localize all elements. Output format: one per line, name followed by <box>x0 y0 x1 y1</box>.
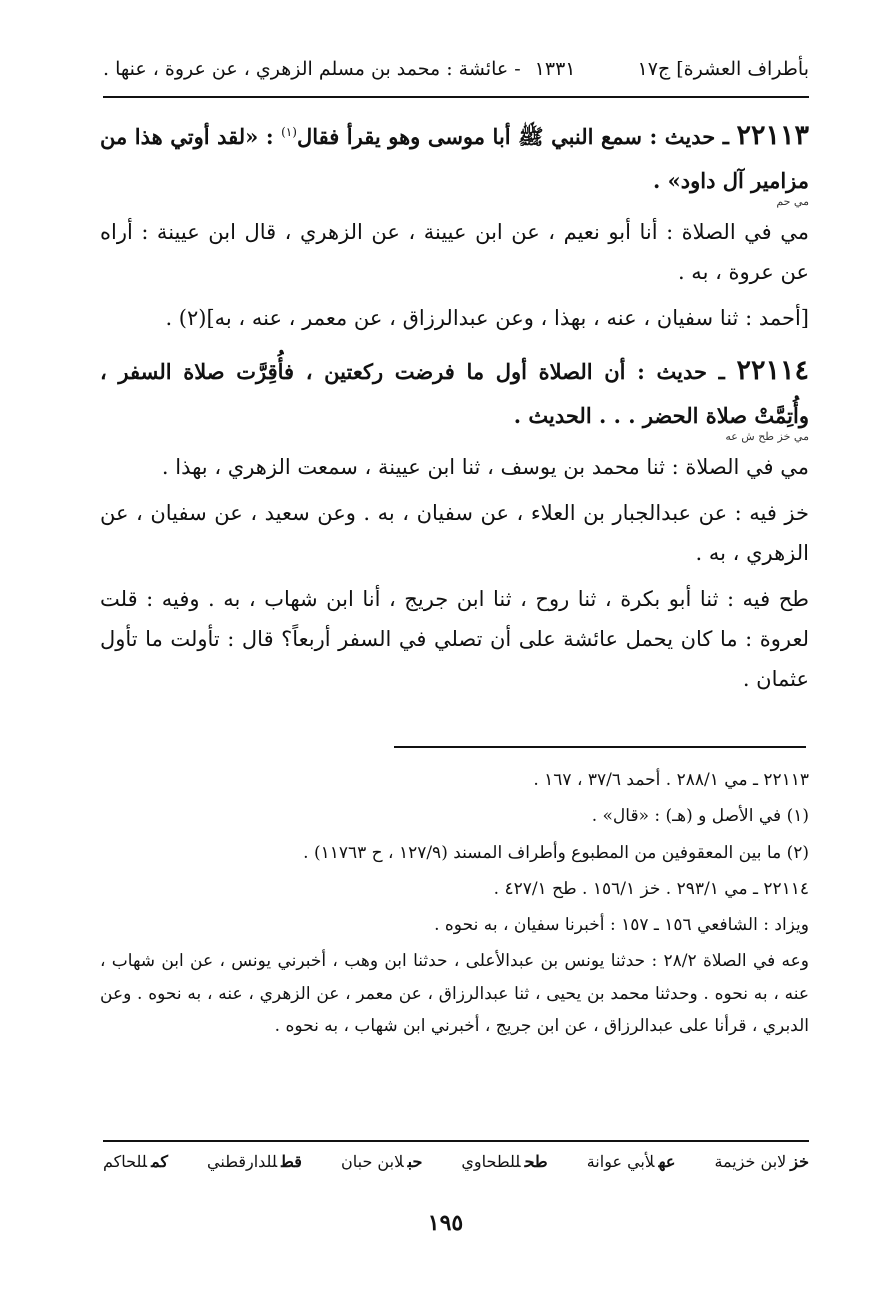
footnote: (١) في الأصل و (هـ) : «قال» . <box>591 806 809 827</box>
isnad-line: خز فيه : عن عبدالجبار بن العلاء ، عن سفيان ، به . وعن سعيد ، عن سفيان ، عن الزهري ، به . <box>100 500 809 565</box>
abbreviation-code: قط <box>281 1152 302 1171</box>
footnote: ٢٢١١٣ ـ مي ٢٨٨/١ . أحمد ٣٧/٦ ، ١٦٧ . <box>533 770 809 790</box>
abbreviation-code: طح <box>524 1152 548 1171</box>
footnote: ويزاد : الشافعي ١٥٦ ـ ١٥٧ : أخبرنا سفيان ، به نحوه . <box>434 915 809 936</box>
footnote: وعه في الصلاة ٢٨/٢ : حدثنا يونس بن عبدالأعلى ، حدثنا ابن وهب ، أخبرني يونس ، عن ابن شهاب ، عنه ، به نحوه . وحدثنا محمد بن يحيى ، ثنا عبدالرزاق ، عن معمر ، عن الزهري ، عنه ، به نحوه . وعن الدبري ، قرأنا على عبدالرزاق ، عن ابن جريج ، أخبرني ابن شهاب ، به نحوه . <box>100 951 810 1037</box>
header-entry-group <box>103 58 576 80</box>
footnote: (٢) ما بين المعقوفين من المطبوع وأطراف المسند (١٢٧/٩ ، ح ١١٧٦٣) . <box>303 842 809 863</box>
hadith-heading <box>100 110 809 207</box>
isnad-line: طح فيه : ثنا أبو بكرة ، ثنا روح ، ثنا ابن جريج ، أنا ابن شهاب ، به . وفيه : قلت لعروة : ما كان يحمل عائشة على أن تصلي في السفر أربعاً؟ قال : تأولت ما تأول عثمان . <box>100 586 809 691</box>
abbreviation-item <box>103 1152 168 1180</box>
footnote-separator <box>394 746 806 748</box>
hadith-matn: أن الصلاة أول ما فرضت ركعتين ، فأُقِرَّت صلاة السفر ، وأُتِمَّتْ صلاة الحضر . . . الحديث . <box>100 358 809 429</box>
abbreviation-name: للطحاوي <box>461 1152 521 1171</box>
abbreviation-item <box>714 1152 809 1180</box>
abbreviation-name: لابن حبان <box>341 1152 404 1171</box>
header-book-title-group <box>638 58 809 80</box>
abbreviation-code: عه <box>658 1152 676 1171</box>
footnotes <box>100 764 809 1046</box>
abbreviation-name: للدارقطني <box>207 1152 278 1171</box>
header-book-title: بأطراف العشرة] ج١٧ <box>637 58 809 80</box>
main-text <box>100 110 809 705</box>
abbreviation-name: للحاكم <box>103 1152 148 1171</box>
source-sigla: مي خز طح ش عه <box>725 430 809 444</box>
hadith-matn: : «لقد أوتي هذا من مزامير آل داود» . <box>100 124 809 194</box>
abbreviation-code: حب <box>407 1152 423 1171</box>
isnad-line: مي في الصلاة : ثنا محمد بن يوسف ، ثنا ابن عيينة ، سمعت الزهري ، بهذا . <box>161 455 809 480</box>
hadith-intro: ـ حديث : سمع النبي ﷺ أبا موسى وهو يقرأ فقال <box>296 124 737 149</box>
abbreviation-item <box>461 1152 547 1180</box>
header-entry-number: ١٣٣١ <box>534 58 576 80</box>
abbreviations-key <box>103 1152 809 1180</box>
isnad-line: مي في الصلاة : أنا أبو نعيم ، عن ابن عيينة ، عن الزهري ، قال ابن عيينة : أراه عن عروة ، به . <box>100 220 809 285</box>
header-rule <box>103 96 809 98</box>
abbreviation-code: خز <box>790 1152 809 1171</box>
isnad-line: [أحمد : ثنا سفيان ، عنه ، بهذا ، وعن عبدالرزاق ، عن معمر ، عنه ، به](٢) . <box>165 305 809 330</box>
running-header <box>103 52 809 86</box>
hadith-number: ٢٢١١٤ <box>736 354 809 386</box>
page-number: ١٩٥ <box>427 1210 464 1236</box>
abbreviation-name: لابن خزيمة <box>714 1152 787 1171</box>
hadith-heading <box>100 345 809 442</box>
header-entry-text: - عائشة : محمد بن مسلم الزهري ، عن عروة ، عنها . <box>103 58 521 80</box>
hadith-number: ٢٢١١٣ <box>736 120 809 151</box>
abbreviation-item <box>341 1152 422 1180</box>
abbreviation-code: كم <box>151 1152 168 1171</box>
abbreviation-name: لأبي عوانة <box>586 1152 655 1171</box>
abbreviations-rule <box>103 1140 809 1142</box>
hadith-intro: ـ حديث : <box>625 358 737 384</box>
footnote-ref: (١) <box>281 125 297 139</box>
source-sigla: مي حم <box>776 195 809 209</box>
abbreviation-item <box>587 1152 676 1180</box>
abbreviation-item <box>207 1152 302 1180</box>
footnote: ٢٢١١٤ ـ مي ٢٩٣/١ . خز ١٥٦/١ . طح ٤٢٧/١ . <box>493 878 809 899</box>
